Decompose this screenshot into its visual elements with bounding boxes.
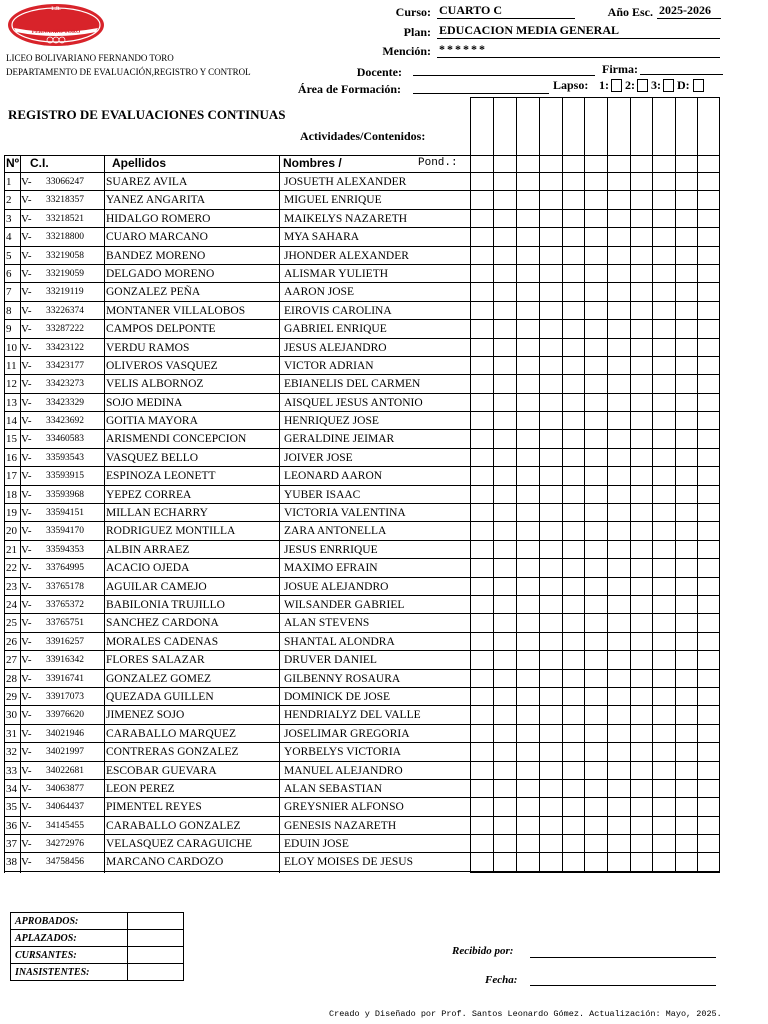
- svg-text:L.B.: L.B.: [51, 7, 61, 12]
- row-number: 3: [6, 212, 12, 225]
- mencion-label: Mención:: [382, 44, 431, 58]
- firma-line[interactable]: [640, 74, 723, 75]
- table-row: [4, 283, 720, 301]
- table-row: [4, 743, 720, 761]
- row-nombres: JOSUE ALEJANDRO: [284, 580, 389, 593]
- row-apellidos: JIMENEZ SOJO: [106, 709, 185, 722]
- table-row: [4, 559, 720, 577]
- row-nombres: ZARA ANTONELLA: [284, 525, 387, 538]
- row-nationality: V-: [21, 341, 32, 354]
- row-nombres: VICTORIA VALENTINA: [284, 507, 406, 520]
- row-number: 38: [6, 856, 17, 869]
- row-nombres: MAIKELYS NAZARETH: [284, 212, 408, 225]
- row-apellidos: SUAREZ AVILA: [106, 176, 188, 188]
- row-ci: 33916342: [46, 655, 84, 666]
- row-ci: 33765751: [46, 618, 84, 629]
- row-number: 27: [6, 654, 17, 667]
- row-nationality: V-: [21, 525, 32, 538]
- row-number: 11: [6, 359, 17, 372]
- table-row: [4, 614, 720, 632]
- row-ci: 33423329: [46, 397, 84, 408]
- row-apellidos: MORALES CADENAS: [106, 635, 219, 648]
- row-ci: 33423692: [46, 416, 84, 427]
- row-ci: 33066247: [46, 177, 84, 187]
- lapso-1-checkbox[interactable]: [611, 79, 622, 92]
- row-apellidos: BABILONIA TRUJILLO: [106, 598, 225, 611]
- row-nationality: V-: [21, 709, 32, 722]
- lapso-2-checkbox[interactable]: [637, 79, 648, 92]
- table-row: [4, 670, 720, 688]
- summary-label: APLAZADOS:: [11, 930, 128, 947]
- row-nombres: ALISMAR YULIETH: [284, 267, 389, 280]
- row-nationality: V-: [21, 415, 32, 428]
- row-number: 23: [6, 580, 17, 593]
- row-apellidos: CARABALLO MARQUEZ: [106, 727, 237, 740]
- area-label: Área de Formación:: [297, 82, 401, 96]
- row-number: 33: [6, 764, 17, 777]
- table-row: [4, 394, 720, 412]
- row-nombres: VICTOR ADRIAN: [284, 359, 374, 372]
- row-apellidos: ACACIO OJEDA: [106, 562, 190, 575]
- row-ci: 33218357: [46, 195, 84, 206]
- row-nationality: V-: [21, 690, 32, 703]
- row-nationality: V-: [21, 359, 32, 372]
- row-nombres: LEONARD AARON: [284, 470, 383, 483]
- row-nombres: JOSUETH ALEXANDER: [284, 176, 407, 188]
- row-number: 28: [6, 672, 17, 685]
- row-nombres: DRUVER DANIEL: [284, 654, 377, 667]
- row-ci: 34022681: [46, 765, 84, 776]
- row-number: 29: [6, 690, 17, 703]
- row-apellidos: MARCANO CARDOZO: [106, 856, 224, 869]
- table-row: [4, 798, 720, 816]
- row-ci: 33916257: [46, 636, 84, 647]
- row-number: 7: [6, 286, 12, 299]
- table-row: [4, 780, 720, 798]
- row-ci: 33218800: [46, 232, 84, 243]
- row-apellidos: SOJO MEDINA: [106, 396, 183, 409]
- row-nombres: ALAN STEVENS: [284, 617, 370, 630]
- row-ci: 33765372: [46, 599, 84, 610]
- table-row: [4, 835, 720, 853]
- row-nombres: SHANTAL ALONDRA: [284, 635, 395, 648]
- table-row: [4, 817, 720, 835]
- row-number: 36: [6, 819, 17, 832]
- fecha-label: Fecha:: [485, 974, 518, 986]
- footer-credit: Creado y Diseñado por Prof. Santos Leonardo Gómez. Actualización: Mayo, 2025.: [329, 1009, 722, 1019]
- row-ci: 34064437: [46, 802, 84, 813]
- row-nombres: EIROVIS CAROLINA: [284, 304, 392, 317]
- row-nationality: V-: [21, 635, 32, 648]
- row-nombres: YUBER ISAAC: [284, 488, 361, 501]
- row-nombres: AARON JOSE: [284, 286, 354, 299]
- table-row: [4, 320, 720, 338]
- row-nationality: V-: [21, 727, 32, 740]
- column-header-ci: C.I.: [30, 156, 49, 170]
- row-ci: 34021946: [46, 728, 84, 739]
- lapso-3-checkbox[interactable]: [663, 79, 674, 92]
- row-apellidos: MILLAN ECHARRY: [106, 507, 208, 520]
- row-nombres: GABRIEL ENRIQUE: [284, 323, 387, 336]
- row-apellidos: MONTANER VILLALOBOS: [106, 304, 246, 317]
- mencion-value: ******: [437, 42, 720, 58]
- summary-row: [11, 930, 184, 947]
- row-ci: 33594170: [46, 526, 84, 537]
- row-nationality: V-: [21, 856, 32, 869]
- activities-label: Actividades/Contenidos:: [300, 129, 426, 143]
- row-ci: 33765178: [46, 581, 84, 592]
- table-row: [4, 302, 720, 320]
- row-number: 21: [6, 543, 17, 556]
- row-nationality: V-: [21, 746, 32, 759]
- summary-value[interactable]: [128, 947, 184, 964]
- row-apellidos: ESPINOZA LEONETT: [106, 470, 216, 483]
- row-nombres: GREYSNIER ALFONSO: [284, 801, 404, 814]
- curso-value: CUARTO C: [437, 3, 575, 19]
- row-number: 17: [6, 470, 17, 483]
- row-number: 16: [6, 451, 17, 464]
- recibido-line[interactable]: [530, 957, 716, 958]
- row-number: 20: [6, 525, 17, 538]
- row-apellidos: GOITIA MAYORA: [106, 415, 198, 428]
- table-row: [4, 173, 720, 191]
- row-nombres: GENESIS NAZARETH: [284, 819, 397, 832]
- summary-row: [11, 947, 184, 964]
- row-nationality: V-: [21, 801, 32, 814]
- row-apellidos: VELIS ALBORNOZ: [106, 378, 204, 391]
- row-nombres: GERALDINE JEIMAR: [284, 433, 395, 446]
- department-name: DEPARTAMENTO DE EVALUACIÓN,REGISTRO Y CONTROL: [6, 67, 251, 77]
- area-line[interactable]: [413, 93, 549, 94]
- row-nationality: V-: [21, 617, 32, 630]
- row-apellidos: LEON PEREZ: [106, 782, 175, 795]
- table-row: [4, 596, 720, 614]
- docente-label: Docente:: [356, 65, 402, 79]
- table-row: [4, 541, 720, 559]
- column-header-nombres: Nombres /: [283, 156, 342, 170]
- row-number: 31: [6, 727, 17, 740]
- table-row: [4, 633, 720, 651]
- row-ci: 33593968: [46, 489, 84, 500]
- table-row: [4, 578, 720, 596]
- row-nationality: V-: [21, 562, 32, 575]
- summary-label: APROBADOS:: [11, 913, 128, 930]
- row-number: 10: [6, 341, 17, 354]
- row-ci: 33593915: [46, 471, 84, 482]
- row-nombres: EDUIN JOSE: [284, 838, 349, 851]
- fecha-line[interactable]: [530, 985, 716, 986]
- row-apellidos: FLORES SALAZAR: [106, 654, 205, 667]
- row-number: 12: [6, 378, 17, 391]
- row-nationality: V-: [21, 507, 32, 520]
- row-number: 22: [6, 562, 17, 575]
- row-nationality: V-: [21, 323, 32, 336]
- row-nombres: ELOY MOISES DE JESUS: [284, 856, 413, 869]
- row-nombres: DOMINICK DE JOSE: [284, 690, 391, 703]
- row-apellidos: VELASQUEZ CARAGUICHE: [106, 838, 252, 851]
- table-row: [4, 339, 720, 357]
- row-apellidos: GONZALEZ PEÑA: [106, 286, 201, 299]
- column-header-apellidos: Apellidos: [112, 156, 167, 170]
- row-nationality: V-: [21, 838, 32, 851]
- row-nationality: V-: [21, 176, 32, 188]
- row-nationality: V-: [21, 580, 32, 593]
- row-number: 18: [6, 488, 17, 501]
- row-nationality: V-: [21, 488, 32, 501]
- row-number: 19: [6, 507, 17, 520]
- row-apellidos: SANCHEZ CARDONA: [106, 617, 219, 630]
- row-nationality: V-: [21, 470, 32, 483]
- row-ci: 33219059: [46, 268, 84, 279]
- row-apellidos: VASQUEZ BELLO: [106, 451, 199, 464]
- row-number: 37: [6, 838, 17, 851]
- row-ci: 33287222: [46, 324, 84, 335]
- row-ci: 33594151: [46, 508, 84, 519]
- logo-text: FERNANDO TORO: [31, 29, 81, 35]
- row-number: 15: [6, 433, 17, 446]
- row-number: 26: [6, 635, 17, 648]
- row-number: 30: [6, 709, 17, 722]
- row-nombres: AISQUEL JESUS ANTONIO: [284, 396, 423, 409]
- row-nombres: YORBELYS VICTORIA: [284, 746, 401, 759]
- institution-name: LICEO BOLIVARIANO FERNANDO TORO: [6, 53, 174, 63]
- row-ci: 33460583: [46, 434, 84, 445]
- row-nationality: V-: [21, 598, 32, 611]
- row-nationality: V-: [21, 396, 32, 409]
- row-apellidos: AGUILAR CAMEJO: [106, 580, 207, 593]
- row-nationality: V-: [21, 764, 32, 777]
- table-row: [4, 191, 720, 209]
- summary-value[interactable]: [128, 913, 184, 930]
- row-number: 13: [6, 396, 17, 409]
- row-number: 9: [6, 323, 12, 336]
- table-row: [4, 522, 720, 540]
- lapso-1-label: 1:: [599, 78, 609, 92]
- table-row: [4, 247, 720, 265]
- column-header-pond: Pond.:: [418, 157, 458, 169]
- docente-line[interactable]: [413, 75, 595, 76]
- table-row: [4, 706, 720, 724]
- row-ci: 33594353: [46, 544, 84, 555]
- row-apellidos: ESCOBAR GUEVARA: [106, 764, 217, 777]
- row-nationality: V-: [21, 304, 32, 317]
- row-nationality: V-: [21, 654, 32, 667]
- row-nombres: MANUEL ALEJANDRO: [284, 764, 403, 777]
- summary-table: [10, 912, 184, 981]
- row-nationality: V-: [21, 378, 32, 391]
- summary-row: [11, 964, 184, 981]
- table-row: [4, 449, 720, 467]
- row-apellidos: RODRIGUEZ MONTILLA: [106, 525, 236, 538]
- row-ci: 33219119: [46, 287, 84, 298]
- row-ci: 33226374: [46, 305, 84, 316]
- row-apellidos: YANEZ ANGARITA: [106, 194, 206, 207]
- row-ci: 33917073: [46, 691, 84, 702]
- row-nationality: V-: [21, 231, 32, 244]
- summary-label: INASISTENTES:: [11, 964, 128, 981]
- row-number: 2: [6, 194, 12, 207]
- row-ci: 34272976: [46, 839, 84, 850]
- row-nationality: V-: [21, 782, 32, 795]
- row-apellidos: CUARO MARCANO: [106, 231, 208, 244]
- row-ci: 33218521: [46, 213, 84, 224]
- table-row: [4, 430, 720, 448]
- curso-label: Curso:: [395, 5, 431, 19]
- row-apellidos: OLIVEROS VASQUEZ: [106, 359, 218, 372]
- ano-value: 2025-2026: [657, 3, 721, 19]
- row-ci: 33219058: [46, 250, 84, 261]
- lapso-2-label: 2:: [625, 78, 635, 92]
- table-row: [4, 228, 720, 246]
- row-nationality: V-: [21, 249, 32, 262]
- ano-label: Año Esc.: [607, 5, 653, 19]
- row-nationality: V-: [21, 286, 32, 299]
- row-nationality: V-: [21, 543, 32, 556]
- table-row: [4, 357, 720, 375]
- student-list: [4, 173, 720, 872]
- column-header-num: Nº: [6, 156, 20, 170]
- row-apellidos: GONZALEZ GOMEZ: [106, 672, 212, 685]
- row-ci: 33423122: [46, 342, 84, 353]
- row-apellidos: CONTRERAS GONZALEZ: [106, 746, 239, 759]
- table-row: [4, 688, 720, 706]
- row-nombres: ALAN SEBASTIAN: [284, 782, 383, 795]
- summary-row: [11, 913, 184, 930]
- row-apellidos: QUEZADA GUILLEN: [106, 690, 214, 703]
- row-number: 6: [6, 267, 12, 280]
- row-ci: 34145455: [46, 820, 84, 831]
- plan-value: EDUCACION MEDIA GENERAL: [437, 23, 720, 39]
- row-nationality: V-: [21, 194, 32, 207]
- table-row: [4, 486, 720, 504]
- table-row: [4, 265, 720, 283]
- row-nombres: EBIANELIS DEL CARMEN: [284, 378, 421, 391]
- summary-value[interactable]: [128, 964, 184, 981]
- row-apellidos: CAMPOS DELPONTE: [106, 323, 216, 336]
- lapso-d-label: D:: [677, 78, 690, 92]
- row-number: 34: [6, 782, 17, 795]
- row-apellidos: ALBIN ARRAEZ: [106, 543, 190, 556]
- row-apellidos: HIDALGO ROMERO: [106, 212, 211, 225]
- recibido-label: Recibido por:: [452, 945, 514, 957]
- row-nombres: MAXIMO EFRAIN: [284, 562, 378, 575]
- row-number: 35: [6, 801, 17, 814]
- row-apellidos: DELGADO MORENO: [106, 267, 215, 280]
- row-nationality: V-: [21, 212, 32, 225]
- row-nombres: JHONDER ALEXANDER: [284, 249, 409, 262]
- table-row: [4, 210, 720, 228]
- row-number: 32: [6, 746, 17, 759]
- lapso-3-label: 3:: [651, 78, 661, 92]
- row-nombres: HENDRIALYZ DEL VALLE: [284, 709, 421, 722]
- row-nombres: HENRIQUEZ JOSE: [284, 415, 379, 428]
- row-nationality: V-: [21, 433, 32, 446]
- row-apellidos: BANDEZ MORENO: [106, 249, 206, 262]
- row-number: 8: [6, 304, 12, 317]
- row-apellidos: PIMENTEL REYES: [106, 801, 202, 814]
- row-nationality: V-: [21, 819, 32, 832]
- table-row: [4, 853, 720, 871]
- row-ci: 33916741: [46, 673, 84, 684]
- table-row: [4, 651, 720, 669]
- row-number: 4: [6, 231, 12, 244]
- row-ci: 33976620: [46, 710, 84, 721]
- row-nombres: JOIVER JOSE: [284, 451, 353, 464]
- row-ci: 34021997: [46, 747, 84, 758]
- row-number: 14: [6, 415, 17, 428]
- row-apellidos: CARABALLO GONZALEZ: [106, 819, 241, 832]
- row-nombres: MYA SAHARA: [284, 231, 360, 244]
- school-logo: [6, 2, 106, 48]
- row-apellidos: YEPEZ CORREA: [106, 488, 192, 501]
- row-ci: 33593543: [46, 452, 84, 463]
- row-nombres: MIGUEL ENRIQUE: [284, 194, 382, 207]
- row-number: 24: [6, 598, 17, 611]
- row-nationality: V-: [21, 451, 32, 464]
- row-ci: 34063877: [46, 783, 84, 794]
- row-nationality: V-: [21, 267, 32, 280]
- plan-label: Plan:: [403, 25, 431, 39]
- table-row: [4, 504, 720, 522]
- lapso-d-checkbox[interactable]: [693, 79, 704, 92]
- row-apellidos: ARISMENDI CONCEPCION: [106, 433, 247, 446]
- row-nombres: GILBENNY ROSAURA: [284, 672, 401, 685]
- table-row: [4, 375, 720, 393]
- table-row: [4, 762, 720, 780]
- firma-label: Firma:: [602, 62, 638, 76]
- row-number: 25: [6, 617, 17, 630]
- row-nationality: V-: [21, 672, 32, 685]
- row-ci: 33423273: [46, 379, 84, 390]
- table-row: [4, 725, 720, 743]
- row-apellidos: VERDU RAMOS: [106, 341, 190, 354]
- summary-label: CURSANTES:: [11, 947, 128, 964]
- row-nombres: JESUS ALEJANDRO: [284, 341, 387, 354]
- row-nombres: JESUS ENRRIQUE: [284, 543, 378, 556]
- table-row: [4, 467, 720, 485]
- row-number: 5: [6, 249, 12, 262]
- row-nombres: WILSANDER GABRIEL: [284, 598, 405, 611]
- row-number: 1: [6, 176, 12, 188]
- page-title: REGISTRO DE EVALUACIONES CONTINUAS: [8, 107, 286, 122]
- lapso-label: Lapso:: [553, 78, 589, 92]
- row-nombres: JOSELIMAR GREGORIA: [284, 727, 410, 740]
- table-row: [4, 412, 720, 430]
- row-ci: 33764995: [46, 563, 84, 574]
- summary-value[interactable]: [128, 930, 184, 947]
- row-ci: 33423177: [46, 360, 84, 371]
- row-ci: 34758456: [46, 857, 84, 868]
